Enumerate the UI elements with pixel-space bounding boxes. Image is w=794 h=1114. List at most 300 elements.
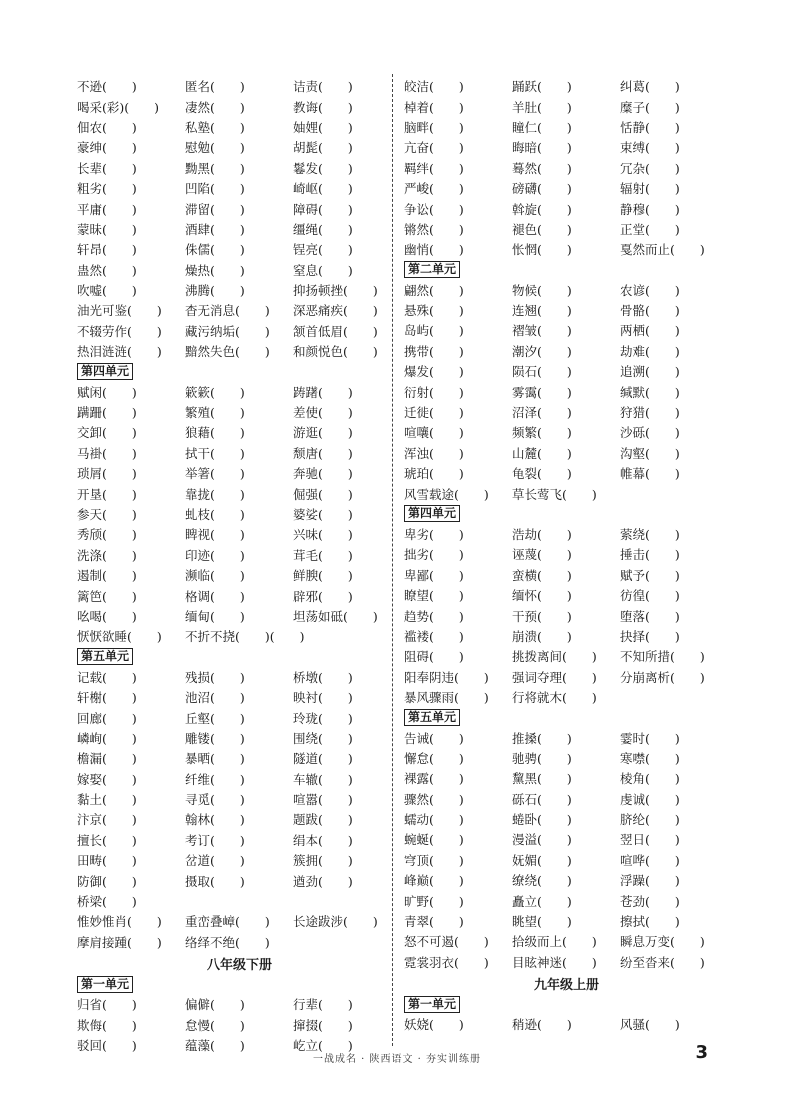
vocab-row — [404, 585, 729, 605]
vocab-item: 记载( ) — [77, 669, 137, 685]
vocab-item: 簇拥( ) — [293, 853, 353, 869]
vocab-item: 蛮横( ) — [512, 567, 572, 583]
vocab-item: 奔驰( ) — [293, 466, 353, 482]
vocab-item: 靠拢( ) — [185, 486, 245, 502]
vocab-item: 脑畔( ) — [404, 119, 464, 135]
vocab-item: 沸腾( ) — [185, 283, 245, 299]
vocab-item: 摄取( ) — [185, 873, 245, 889]
vocab-item: 残损( ) — [185, 669, 245, 685]
vocab-item: 妖娆( ) — [404, 1017, 464, 1033]
vocab-item: 印迹( ) — [185, 547, 245, 563]
vocab-item: 褪色( ) — [512, 221, 572, 237]
unit-heading: 第四单元 — [404, 505, 460, 522]
unit-heading-row — [404, 504, 729, 524]
vocab-item: 雾霭( ) — [512, 384, 572, 400]
vocab-item: 风雪载途( ) — [404, 486, 489, 502]
unit-heading-row — [77, 647, 402, 667]
vocab-row — [77, 850, 402, 870]
vocab-item: 骤然( ) — [404, 791, 464, 807]
vocab-row — [404, 565, 729, 585]
vocab-item: 怠慢( ) — [185, 1017, 245, 1033]
vocab-item: 陨石( ) — [512, 364, 572, 380]
vocab-item: 油光可鉴( ) — [77, 303, 162, 319]
vocab-item: 携带( ) — [404, 343, 464, 359]
vocab-row — [404, 870, 729, 890]
vocab-row — [404, 748, 729, 768]
unit-heading-row — [77, 974, 402, 994]
vocab-item: 行辈( ) — [293, 997, 353, 1013]
vocab-item: 戛然而止( ) — [620, 242, 705, 258]
vocab-row — [404, 96, 729, 116]
vocab-row — [77, 932, 402, 952]
vocab-item: 物候( ) — [512, 282, 572, 298]
unit-heading-row — [404, 707, 729, 727]
vocab-item: 琐屑( ) — [77, 466, 137, 482]
vocab-item: 侏儒( ) — [185, 242, 245, 258]
vocab-item: 秀颀( ) — [77, 527, 137, 543]
vocab-row — [404, 890, 729, 910]
vocab-item: 迁徙( ) — [404, 405, 464, 421]
vocab-item: 障碍( ) — [293, 201, 353, 217]
vocab-item: 驰骋( ) — [512, 750, 572, 766]
vocab-item: 拭干( ) — [185, 445, 245, 461]
vocab-item: 缭绕( ) — [512, 873, 572, 889]
vocab-row — [404, 911, 729, 931]
vocab-row — [77, 219, 402, 239]
vocab-row — [404, 381, 729, 401]
vocab-item: 濒临( ) — [185, 568, 245, 584]
vocab-item: 颓唐( ) — [293, 445, 353, 461]
vocab-item: 虔诚( ) — [620, 791, 680, 807]
unit-heading-row — [404, 994, 729, 1014]
vocab-item: 缅怀( ) — [512, 588, 572, 604]
vocab-item: 鲜腴( ) — [293, 568, 353, 584]
vocab-item: 喧哗( ) — [620, 852, 680, 868]
vocab-item: 簌簌( ) — [185, 384, 245, 400]
vocab-row — [77, 707, 402, 727]
vocab-item: 寒噤( ) — [620, 750, 680, 766]
vocab-item: 沙砾( ) — [620, 425, 680, 441]
vocab-row — [404, 809, 729, 829]
vocab-item: 晦暗( ) — [512, 140, 572, 156]
vocab-item: 诬蔑( ) — [512, 547, 572, 563]
vocab-item: 摩肩接踵( ) — [77, 934, 162, 950]
vocab-row — [77, 728, 402, 748]
vocab-item: 热泪涟涟( ) — [77, 344, 162, 360]
vocab-row — [77, 198, 402, 218]
vocab-item: 倔强( ) — [293, 486, 353, 502]
vocab-item: 繁殖( ) — [185, 405, 245, 421]
vocab-item: 皎洁( ) — [404, 79, 464, 95]
vocab-item: 擅长( ) — [77, 832, 137, 848]
vocab-item: 捶击( ) — [620, 547, 680, 563]
vocab-item: 瞳仁( ) — [512, 119, 572, 135]
vocab-item: 喧嚣( ) — [293, 792, 353, 808]
vocab-item: 告诫( ) — [404, 730, 464, 746]
vocab-item: 卑劣( ) — [404, 527, 464, 542]
vocab-item: 苍劲( ) — [620, 893, 680, 909]
vocab-item: 抑扬顿挫( ) — [293, 283, 378, 299]
grade-heading: 九年级上册 — [533, 977, 599, 993]
vocab-item: 追溯( ) — [620, 364, 680, 380]
vocab-item: 胡髭( ) — [293, 140, 353, 156]
vocab-row — [77, 504, 402, 524]
vocab-row — [77, 381, 402, 401]
vocab-row — [77, 667, 402, 687]
vocab-item: 滞留( ) — [185, 201, 245, 217]
vocab-item: 杳无消息( ) — [185, 303, 270, 319]
vocab-item: 沼泽( ) — [512, 405, 572, 421]
vocab-item: 趋势( ) — [404, 608, 464, 624]
vocab-item: 赋予( ) — [620, 567, 680, 583]
vocab-item: 束缚( ) — [620, 140, 680, 156]
vocab-item: 霎时( ) — [620, 730, 680, 746]
vocab-item: 拙劣( ) — [404, 547, 464, 563]
vocab-item: 挑拨离间( ) — [512, 649, 597, 665]
vocab-item: 桥墩( ) — [293, 669, 353, 685]
vocab-item: 踊跃( ) — [512, 79, 572, 95]
vocab-item: 眺望( ) — [512, 914, 572, 930]
vocab-item: 暴风骤雨( ) — [404, 690, 489, 706]
vocab-item: 分崩离析( ) — [620, 669, 705, 685]
vocab-row — [77, 545, 402, 565]
vocab-row — [77, 300, 402, 320]
vocab-item: 遒劲( ) — [293, 873, 353, 889]
vocab-item: 风骚( ) — [620, 1017, 680, 1033]
vocab-item: 车辙( ) — [293, 771, 353, 787]
vocab-row — [404, 768, 729, 788]
vocab-item: 喧嚷( ) — [404, 425, 464, 441]
vocab-item: 翩然( ) — [404, 282, 464, 298]
vocab-item: 沟壑( ) — [620, 445, 680, 461]
vocab-row — [77, 117, 402, 137]
vocab-row — [404, 219, 729, 239]
vocab-item: 翌日( ) — [620, 832, 680, 848]
vocab-row — [77, 748, 402, 768]
vocab-row — [404, 178, 729, 198]
vocab-item: 妯娌( ) — [293, 119, 353, 135]
vocab-item: 慰勉( ) — [185, 140, 245, 156]
vocab-item: 络绎不绝( ) — [185, 934, 270, 950]
vocab-row — [77, 76, 402, 96]
vocab-row — [77, 809, 402, 829]
vocab-item: 棱角( ) — [620, 771, 680, 787]
vocab-item: 马褂( ) — [77, 445, 137, 461]
vocab-row — [77, 463, 402, 483]
vocab-item: 惟妙惟肖( ) — [77, 914, 162, 930]
vocab-item: 懈怠( ) — [404, 750, 464, 766]
vocab-item: 睥视( ) — [185, 527, 245, 543]
vocab-item: 山麓( ) — [512, 445, 572, 461]
vocab-item: 轩昂( ) — [77, 242, 137, 258]
vocab-row — [404, 829, 729, 849]
vocab-item: 旷野( ) — [404, 893, 464, 909]
vocab-row — [77, 830, 402, 850]
vocab-item: 黧黑( ) — [512, 771, 572, 787]
vocab-item: 题跋( ) — [293, 812, 353, 828]
vocab-item: 妩媚( ) — [512, 852, 572, 868]
vocab-item: 考订( ) — [185, 832, 245, 848]
vocab-item: 浑浊( ) — [404, 445, 464, 461]
grade-heading-row — [404, 972, 729, 994]
vocab-item: 恹恹欲睡( ) — [77, 629, 162, 645]
vocab-item: 褶皱( ) — [512, 323, 572, 339]
vocab-item: 目眩神迷( ) — [512, 954, 597, 970]
vocab-row — [404, 850, 729, 870]
vocab-row — [77, 239, 402, 259]
vocab-item: 佃农( ) — [77, 119, 137, 135]
vocab-item: 欺侮( ) — [77, 1017, 137, 1033]
vocab-item: 寻觅( ) — [185, 792, 245, 808]
vocab-row — [77, 565, 402, 585]
vocab-item: 参天( ) — [77, 507, 137, 522]
vocab-item: 燥热( ) — [185, 262, 245, 278]
vocab-row — [404, 443, 729, 463]
vocab-item: 静穆( ) — [620, 201, 680, 217]
vocab-row — [404, 137, 729, 157]
vocab-row — [77, 524, 402, 544]
vocab-item: 匿名( ) — [185, 79, 245, 95]
vocab-item: 强词夺理( ) — [512, 669, 597, 685]
vocab-item: 嶙峋( ) — [77, 730, 137, 746]
vocab-item: 卑鄙( ) — [404, 567, 464, 583]
vocab-item: 拾级而上( ) — [512, 934, 597, 950]
vocab-row — [77, 402, 402, 422]
vocab-item: 凹陷( ) — [185, 181, 245, 197]
vocab-item: 崩溃( ) — [512, 628, 572, 644]
vocab-item: 纤维( ) — [185, 771, 245, 787]
vocab-item: 蜷卧( ) — [512, 812, 572, 828]
vocab-item: 幽悄( ) — [404, 242, 464, 258]
vocab-item: 矗立( ) — [512, 893, 572, 909]
vocab-item: 阳奉阴违( ) — [404, 669, 489, 685]
unit-heading: 第五单元 — [77, 648, 133, 665]
vocab-item: 蜿蜒( ) — [404, 832, 464, 848]
vocab-row — [404, 300, 729, 320]
vocab-item: 映衬( ) — [293, 690, 353, 706]
vocab-row — [77, 137, 402, 157]
vocab-item: 狩猎( ) — [620, 405, 680, 421]
vocab-item: 虬枝( ) — [185, 507, 245, 522]
vocab-item: 举箸( ) — [185, 466, 245, 482]
footer-text: 一战成名 · 陕西语文 · 夯实训练册 — [312, 1054, 482, 1065]
unit-heading: 第一单元 — [77, 976, 133, 993]
vocab-item: 酒肆( ) — [185, 221, 245, 237]
vocab-item: 不折不挠( )( ) — [185, 629, 305, 645]
vocab-row — [77, 687, 402, 707]
vocab-item: 长途跋涉( ) — [293, 914, 378, 930]
unit-heading: 第五单元 — [404, 709, 460, 726]
vocab-row — [404, 422, 729, 442]
vocab-row — [77, 321, 402, 341]
vocab-item: 格调( ) — [185, 588, 245, 604]
vocab-row — [77, 443, 402, 463]
vocab-item: 撺掇( ) — [293, 1017, 353, 1033]
vocab-item: 抉择( ) — [620, 628, 680, 644]
vocab-item: 汴京( ) — [77, 812, 137, 828]
grade-heading: 八年级下册 — [206, 957, 272, 973]
vocab-item: 丘壑( ) — [185, 710, 245, 726]
vocab-item: 不知所措( ) — [620, 649, 705, 665]
vocab-item: 暴晒( ) — [185, 751, 245, 767]
vocab-item: 蕴藻( ) — [185, 1037, 245, 1053]
vocab-item: 堕落( ) — [620, 608, 680, 624]
vocab-item: 两栖( ) — [620, 323, 680, 339]
unit-heading-row — [77, 361, 402, 381]
vocab-row — [77, 626, 402, 646]
vocab-item: 平庸( ) — [77, 201, 137, 217]
vocab-item: 劫难( ) — [620, 343, 680, 359]
vocab-row — [77, 870, 402, 890]
vocab-item: 黯然失色( ) — [185, 344, 270, 360]
vocab-row — [77, 260, 402, 280]
vocab-item: 田畴( ) — [77, 853, 137, 869]
vocab-item: 篱笆( ) — [77, 588, 137, 604]
vocab-item: 窒息( ) — [293, 262, 353, 278]
vocab-item: 驳回( ) — [77, 1037, 137, 1053]
vocab-item: 羁绊( ) — [404, 160, 464, 176]
vocab-row — [404, 341, 729, 361]
vocab-item: 亢奋( ) — [404, 140, 464, 156]
vocab-row — [77, 911, 402, 931]
vocab-item: 浮躁( ) — [620, 873, 680, 889]
vocab-item: 鬈发( ) — [293, 160, 353, 176]
vocab-row — [404, 544, 729, 564]
vocab-row — [404, 402, 729, 422]
vocab-item: 围绕( ) — [293, 730, 353, 746]
vocab-item: 颔首低眉( ) — [293, 323, 378, 339]
vocab-item: 爆发( ) — [404, 364, 464, 380]
grade-heading-row — [77, 952, 402, 974]
vocab-item: 争讼( ) — [404, 201, 464, 217]
vocab-item: 辟邪( ) — [293, 588, 353, 604]
vocab-item: 不逊( ) — [77, 79, 137, 95]
vocab-item: 翰林( ) — [185, 812, 245, 828]
vocab-item: 辐射( ) — [620, 181, 680, 197]
vocab-item: 磅礴( ) — [512, 181, 572, 197]
vocab-item: 蛊然( ) — [77, 262, 137, 278]
vocab-item: 蠕动( ) — [404, 812, 464, 828]
vocab-row — [77, 891, 402, 911]
vocab-item: 黝黑( ) — [185, 160, 245, 176]
vocab-item: 藏污纳垢( ) — [185, 323, 270, 339]
vocab-item: 恬静( ) — [620, 119, 680, 135]
vocab-item: 池沼( ) — [185, 690, 245, 706]
vocab-item: 粗劣( ) — [77, 181, 137, 197]
vocab-item: 玲珑( ) — [293, 710, 353, 726]
vocab-item: 彷徨( ) — [620, 588, 680, 604]
vocab-item: 岛屿( ) — [404, 323, 464, 339]
vocab-item: 踌躇( ) — [293, 384, 353, 400]
vocab-item: 吹嘘( ) — [77, 283, 137, 299]
vocab-item: 脐纶( ) — [620, 812, 680, 828]
vocab-item: 漫溢( ) — [512, 832, 572, 848]
vocab-item: 连翘( ) — [512, 303, 572, 319]
vocab-row — [77, 178, 402, 198]
vocab-row — [404, 931, 729, 951]
vocab-row — [404, 117, 729, 137]
vocab-item: 农谚( ) — [620, 282, 680, 298]
page-number: 3 — [695, 1042, 708, 1063]
vocab-item: 推搡( ) — [512, 730, 572, 746]
unit-heading: 第二单元 — [404, 261, 460, 278]
vocab-item: 屹立( ) — [293, 1037, 353, 1053]
vocab-row — [77, 606, 402, 626]
vocab-item: 怒不可遏( ) — [404, 934, 489, 950]
vocab-row — [404, 320, 729, 340]
vocab-item: 偏僻( ) — [185, 997, 245, 1013]
vocab-item: 缄默( ) — [620, 384, 680, 400]
vocab-row — [404, 605, 729, 625]
vocab-item: 崎岖( ) — [293, 181, 353, 197]
vocab-row — [77, 158, 402, 178]
vocab-item: 豪绅( ) — [77, 140, 137, 156]
vocab-item: 瞭望( ) — [404, 588, 464, 604]
vocab-item: 兴味( ) — [293, 527, 353, 543]
vocab-item: 严峻( ) — [404, 181, 464, 197]
vocab-row — [404, 524, 729, 544]
vocab-item: 羊肚( ) — [512, 99, 572, 115]
vocab-row — [404, 483, 729, 503]
vocab-item: 隧道( ) — [293, 751, 353, 767]
vocab-item: 赋闲( ) — [77, 384, 137, 400]
vocab-item: 檐漏( ) — [77, 751, 137, 767]
vocab-row — [404, 463, 729, 483]
vocab-item: 雕镂( ) — [185, 730, 245, 746]
vocab-row — [404, 158, 729, 178]
vocab-item: 衍射( ) — [404, 384, 464, 400]
vocab-item: 草长莺飞( ) — [512, 486, 597, 502]
vocab-item: 琥珀( ) — [404, 466, 464, 482]
vocab-row — [77, 422, 402, 442]
vocab-item: 桥梁( ) — [77, 894, 137, 910]
vocab-item: 棹着( ) — [404, 99, 464, 115]
vocab-row — [77, 341, 402, 361]
vocab-item: 防御( ) — [77, 873, 137, 889]
vocab-item: 阻碍( ) — [404, 649, 464, 665]
vocab-item: 归省( ) — [77, 997, 137, 1013]
right-column — [404, 76, 729, 1034]
vocab-item: 蹒跚( ) — [77, 405, 137, 421]
vocab-item: 裸露( ) — [404, 771, 464, 787]
vocab-item: 游逛( ) — [293, 425, 353, 441]
vocab-row — [404, 952, 729, 972]
vocab-item: 黏土( ) — [77, 792, 137, 808]
vocab-item: 私塾( ) — [185, 119, 245, 135]
vocab-item: 吆喝( ) — [77, 608, 137, 624]
vocab-row — [404, 239, 729, 259]
vocab-row — [404, 646, 729, 666]
vocab-item: 重峦叠嶂( ) — [185, 914, 270, 930]
vocab-item: 绢本( ) — [293, 832, 353, 848]
vocab-item: 冗杂( ) — [620, 160, 680, 176]
vocab-item: 凄然( ) — [185, 99, 245, 115]
vocab-row — [404, 361, 729, 381]
vocab-item: 坦荡如砥( ) — [293, 608, 378, 624]
vocab-item: 正堂( ) — [620, 221, 680, 237]
vocab-item: 糜子( ) — [620, 99, 680, 115]
vocab-item: 不辍劳作( ) — [77, 323, 162, 339]
vocab-item: 回廊( ) — [77, 710, 137, 726]
vocab-item: 砾石( ) — [512, 791, 572, 807]
vocab-item: 教诲( ) — [293, 99, 353, 115]
vocab-item: 和颜悦色( ) — [293, 344, 378, 360]
vocab-item: 开垦( ) — [77, 486, 137, 502]
vocab-item: 频繁( ) — [512, 425, 572, 441]
unit-heading: 第一单元 — [404, 996, 460, 1013]
vocab-item: 轩榭( ) — [77, 690, 137, 706]
vocab-item: 瞬息万变( ) — [620, 934, 705, 950]
